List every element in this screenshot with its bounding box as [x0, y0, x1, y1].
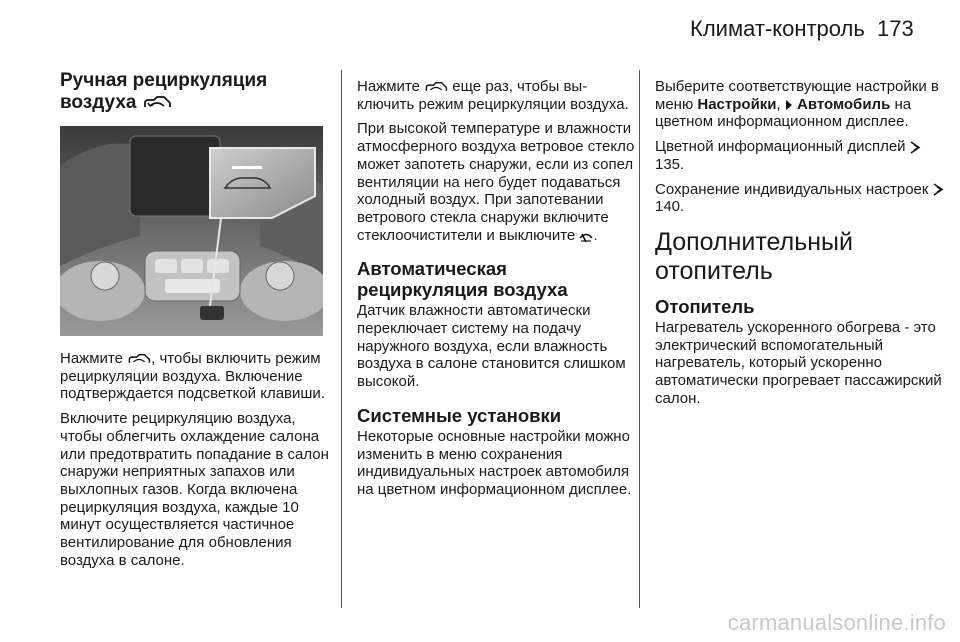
menu-vehicle-label: Автомобиль [797, 95, 891, 113]
page-number: 173 [877, 16, 914, 41]
watermark: carmanualsonline.info [727, 610, 946, 635]
wiper-icon [579, 229, 593, 243]
text-span: Нажмите [60, 350, 123, 367]
page-reference-icon [933, 183, 944, 196]
section-heading-heater: Отопитель [655, 295, 755, 317]
text-span: , [776, 95, 781, 113]
col2-paragraph-1 [357, 78, 637, 113]
text-span: Нажмите [357, 78, 420, 95]
page-reference: 135. [655, 155, 685, 173]
page-reference-icon [910, 141, 921, 154]
text-span: При высокой температуре и влажности атмосферного воздуха ветровое стекло может запотеть снаружи, если из сопел вентиляции на него будет подаваться холодный воздух. При запотевании ветрового стекла снаружи включите стеклоочистители и выключите [357, 120, 635, 244]
recirculation-icon [142, 95, 172, 111]
heading-text: Ручная рециркуляция воздуха [60, 70, 268, 113]
col3-paragraph-2 [655, 138, 945, 173]
arrow-right-icon [785, 99, 793, 111]
page-header [0, 0, 960, 60]
section-heading-recirculation [60, 70, 340, 114]
section-heading-system-settings: Системные установки [357, 404, 562, 426]
section-heading-auto-recirculation: Автоматическая рециркуляция воздуха [357, 258, 568, 301]
header-title: Климат-контроль [690, 16, 865, 41]
text-span: , чтобы включить режим рециркуляции воздуха. Включение подтверждается подсветкой клавиши. [60, 350, 325, 403]
text-span: еще раз, чтобы выключить режим рециркуляции воздуха. [357, 78, 629, 113]
recirculation-icon [424, 81, 448, 94]
col2-paragraph-system: Некоторые основные настройки можно изменить в меню сохранения индивидуальных настроек автомобиля на цветном информационном дисплее. [357, 427, 632, 498]
col3-paragraph-1 [655, 78, 945, 131]
climate-panel-illustration [60, 126, 323, 336]
col2-paragraph-auto: Датчик влажности автоматически переключает систему на подачу наружного воздуха, если влажность воздуха в салоне становится слишком высокой. [357, 302, 626, 391]
text-span: Цветной информационный дисплей [655, 138, 906, 156]
text-span: . [593, 226, 598, 244]
col2-paragraph-2 [357, 120, 637, 244]
column-1 [60, 70, 340, 576]
column-divider [341, 70, 342, 608]
column-2 [357, 78, 637, 506]
recirculation-icon [127, 353, 151, 366]
column-divider [639, 70, 640, 608]
dashboard-figure [60, 126, 323, 336]
col3-paragraph-3 [655, 181, 945, 216]
menu-settings-label: Настройки [697, 95, 777, 113]
text-span: Сохранение индивидуальных настроек [655, 180, 929, 198]
col1-paragraph-1 [60, 350, 340, 403]
column-3 [655, 78, 945, 414]
page-reference: 140. [655, 198, 685, 216]
section-heading-auxiliary-heater: Дополнительный отопитель [655, 227, 853, 285]
text-span: на цветном информационном дисплее. [655, 95, 912, 131]
col3-paragraph-4: Нагреватель ускоренного обогрева - это электрический вспомогательный нагреватель, который ускоренно автоматически прогревает пассажирский салон. [655, 318, 942, 407]
text-span: Выберите соответствующие настройки в меню [655, 78, 939, 113]
col1-paragraph-2: Включите рециркуляцию воздуха, чтобы облегчить охлаждение салона или предотвратить попадание в салон снаружи неприятных запахов или выхлопных газов. Когда включена рециркуляция воздуха, каждые 10 минут осуществляется частичное вентилирование для обновления воздуха в салоне. [60, 410, 329, 569]
